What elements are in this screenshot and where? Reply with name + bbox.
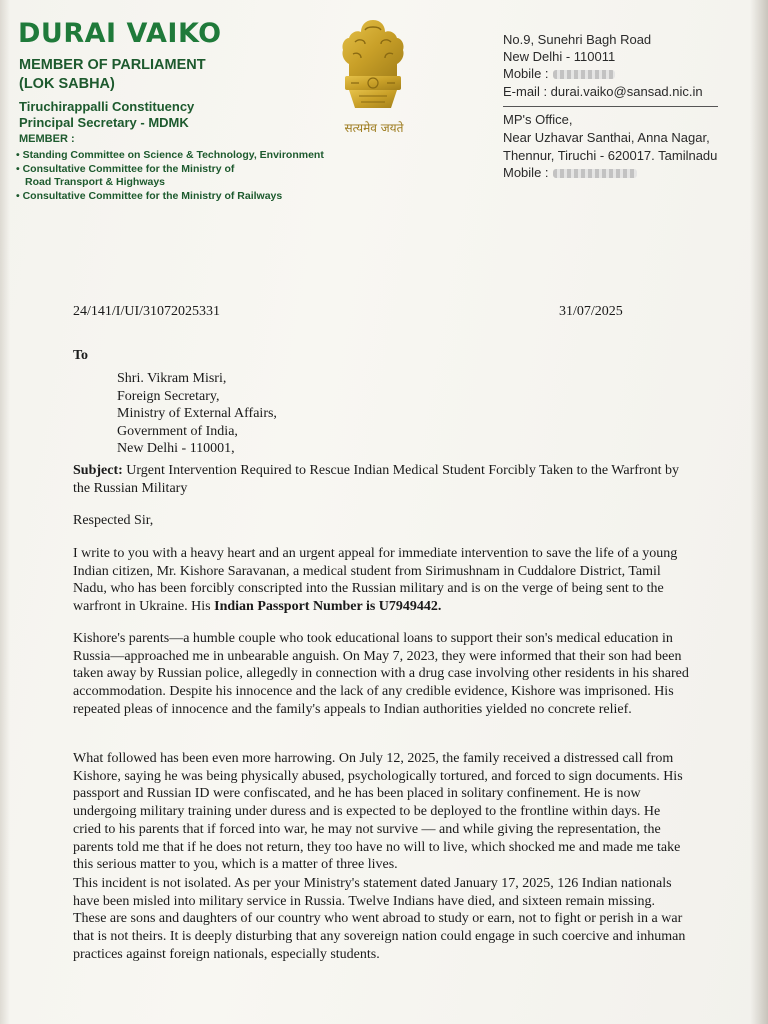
emblem-motto: सत्यमेव जयते <box>344 121 404 135</box>
committee-item: • Standing Committee on Science & Technology, Environment <box>16 149 324 161</box>
recipient-line: Government of India, <box>117 423 238 439</box>
letterhead-constituency: Tiruchirappalli Constituency <box>19 99 195 114</box>
address-divider <box>503 106 718 107</box>
salutation: Respected Sir, <box>73 513 154 528</box>
delhi-mobile-label: Mobile : <box>503 66 549 81</box>
subject-label: Subject: <box>73 463 123 478</box>
recipient-line: New Delhi - 110001, <box>117 441 235 457</box>
page-edge-shadow <box>750 0 768 1024</box>
subject-line <box>73 462 693 497</box>
redacted-phone <box>553 169 637 178</box>
recipient-line: Foreign Secretary, <box>117 388 220 404</box>
delhi-address-line1: No.9, Sunehri Bagh Road <box>503 32 652 47</box>
delhi-mobile-row <box>503 66 615 81</box>
letterhead-name: DURAI VAIKO <box>18 18 222 49</box>
letterhead-party-role: Principal Secretary - MDMK <box>19 115 189 130</box>
office-address-line3: Thennur, Tiruchi - 620017. Tamilnadu <box>503 148 718 163</box>
office-address-line2: Near Uzhavar Santhai, Anna Nagar, <box>503 130 710 145</box>
email-line: E-mail : durai.vaiko@sansad.nic.in <box>503 84 703 99</box>
body-paragraph-2: Kishore's parents—a humble couple who took educational loans to support their son's medical education in Russia—approached me in unbearable anguish. On May 7, 2023, they were informed that their son had been taken away by Russian police, allegedly in connection with a drug case involving other residents in his shared accommodation. Despite his innocence and the lack of any credible evidence, Kishore was imprisoned. His repeated pleas of innocence and the family's appeals to Indian authorities yielded no concrete relief. <box>73 631 689 717</box>
committee-item: • Consultative Committee for the Ministry of Railways <box>16 189 283 202</box>
page-left-shadow <box>0 0 10 1024</box>
paragraph-1-text: I write to you with a heavy heart and an urgent appeal for immediate intervention to save the life of a young Indian citizen, Mr. Kishore Saravanan, a medical student from Sirimushnam in Cuddalore District, Tamil Nadu, who has been forcibly conscripted into the Russian military and is on the verge of being sent to the warfront in Ukraine. His <box>73 546 678 615</box>
letterhead-title: MEMBER OF PARLIAMENT <box>19 57 206 73</box>
to-label: To <box>73 348 89 363</box>
office-mobile-label: Mobile : <box>503 165 549 180</box>
subject-text: Urgent Intervention Required to Rescue Indian Medical Student Forcibly Taken to the Warfront by the Russian Military <box>73 463 679 496</box>
committee-list <box>16 149 324 203</box>
committee-item: Road Transport & Highways <box>25 176 166 189</box>
letter-date: 31/07/2025 <box>559 304 623 319</box>
office-address-line1: MP's Office, <box>503 112 573 127</box>
national-emblem-icon <box>335 16 411 120</box>
recipient-line: Ministry of External Affairs, <box>117 406 277 422</box>
body-paragraph-1 <box>73 545 691 616</box>
body-paragraph-3: What followed has been even more harrowing. On July 12, 2025, the family received a distressed call from Kishore, saying he was being physically abused, psychologically tortured, and forced to sign documents. His passport and Russian ID were confiscated, and he has been placed in solitary confinement. He is now undergoing military training under duress and is expected to be deployed to the frontline within days. He cried to his parents that if forced into war, he may not survive — and while giving the representation, the parents told me that if he does not return, they too have no will to live, which shocked me and made me take this serious matter to you, which is a matter of three lives. <box>73 751 683 873</box>
letterhead-member-label: MEMBER : <box>19 133 75 145</box>
body-paragraph-4: This incident is not isolated. As per your Ministry's statement dated January 17, 2025, 126 Indian nationals have been misled into military service in Russia. Twelve Indians have died, and sixteen remain missing. These are sons and daughters of our country who went abroad to study or earn, not to fight or perish in a war that is not theirs. It is deeply disturbing that any sovereign nation could engage in such coercive and inhuman practices against foreign nationals, especially students. <box>73 876 686 962</box>
letterhead-house: (LOK SABHA) <box>19 76 115 92</box>
recipient-block <box>117 370 277 458</box>
office-mobile-row <box>503 165 637 180</box>
passport-number: Indian Passport Number is U7949442. <box>214 599 442 615</box>
recipient-line: Shri. Vikram Misri, <box>117 371 227 386</box>
reference-number: 24/141/I/UI/31072025331 <box>73 304 220 319</box>
committee-item: • Consultative Committee for the Ministry of <box>16 162 235 175</box>
redacted-phone <box>553 70 615 79</box>
delhi-address-line2: New Delhi - 110011 <box>503 49 616 64</box>
